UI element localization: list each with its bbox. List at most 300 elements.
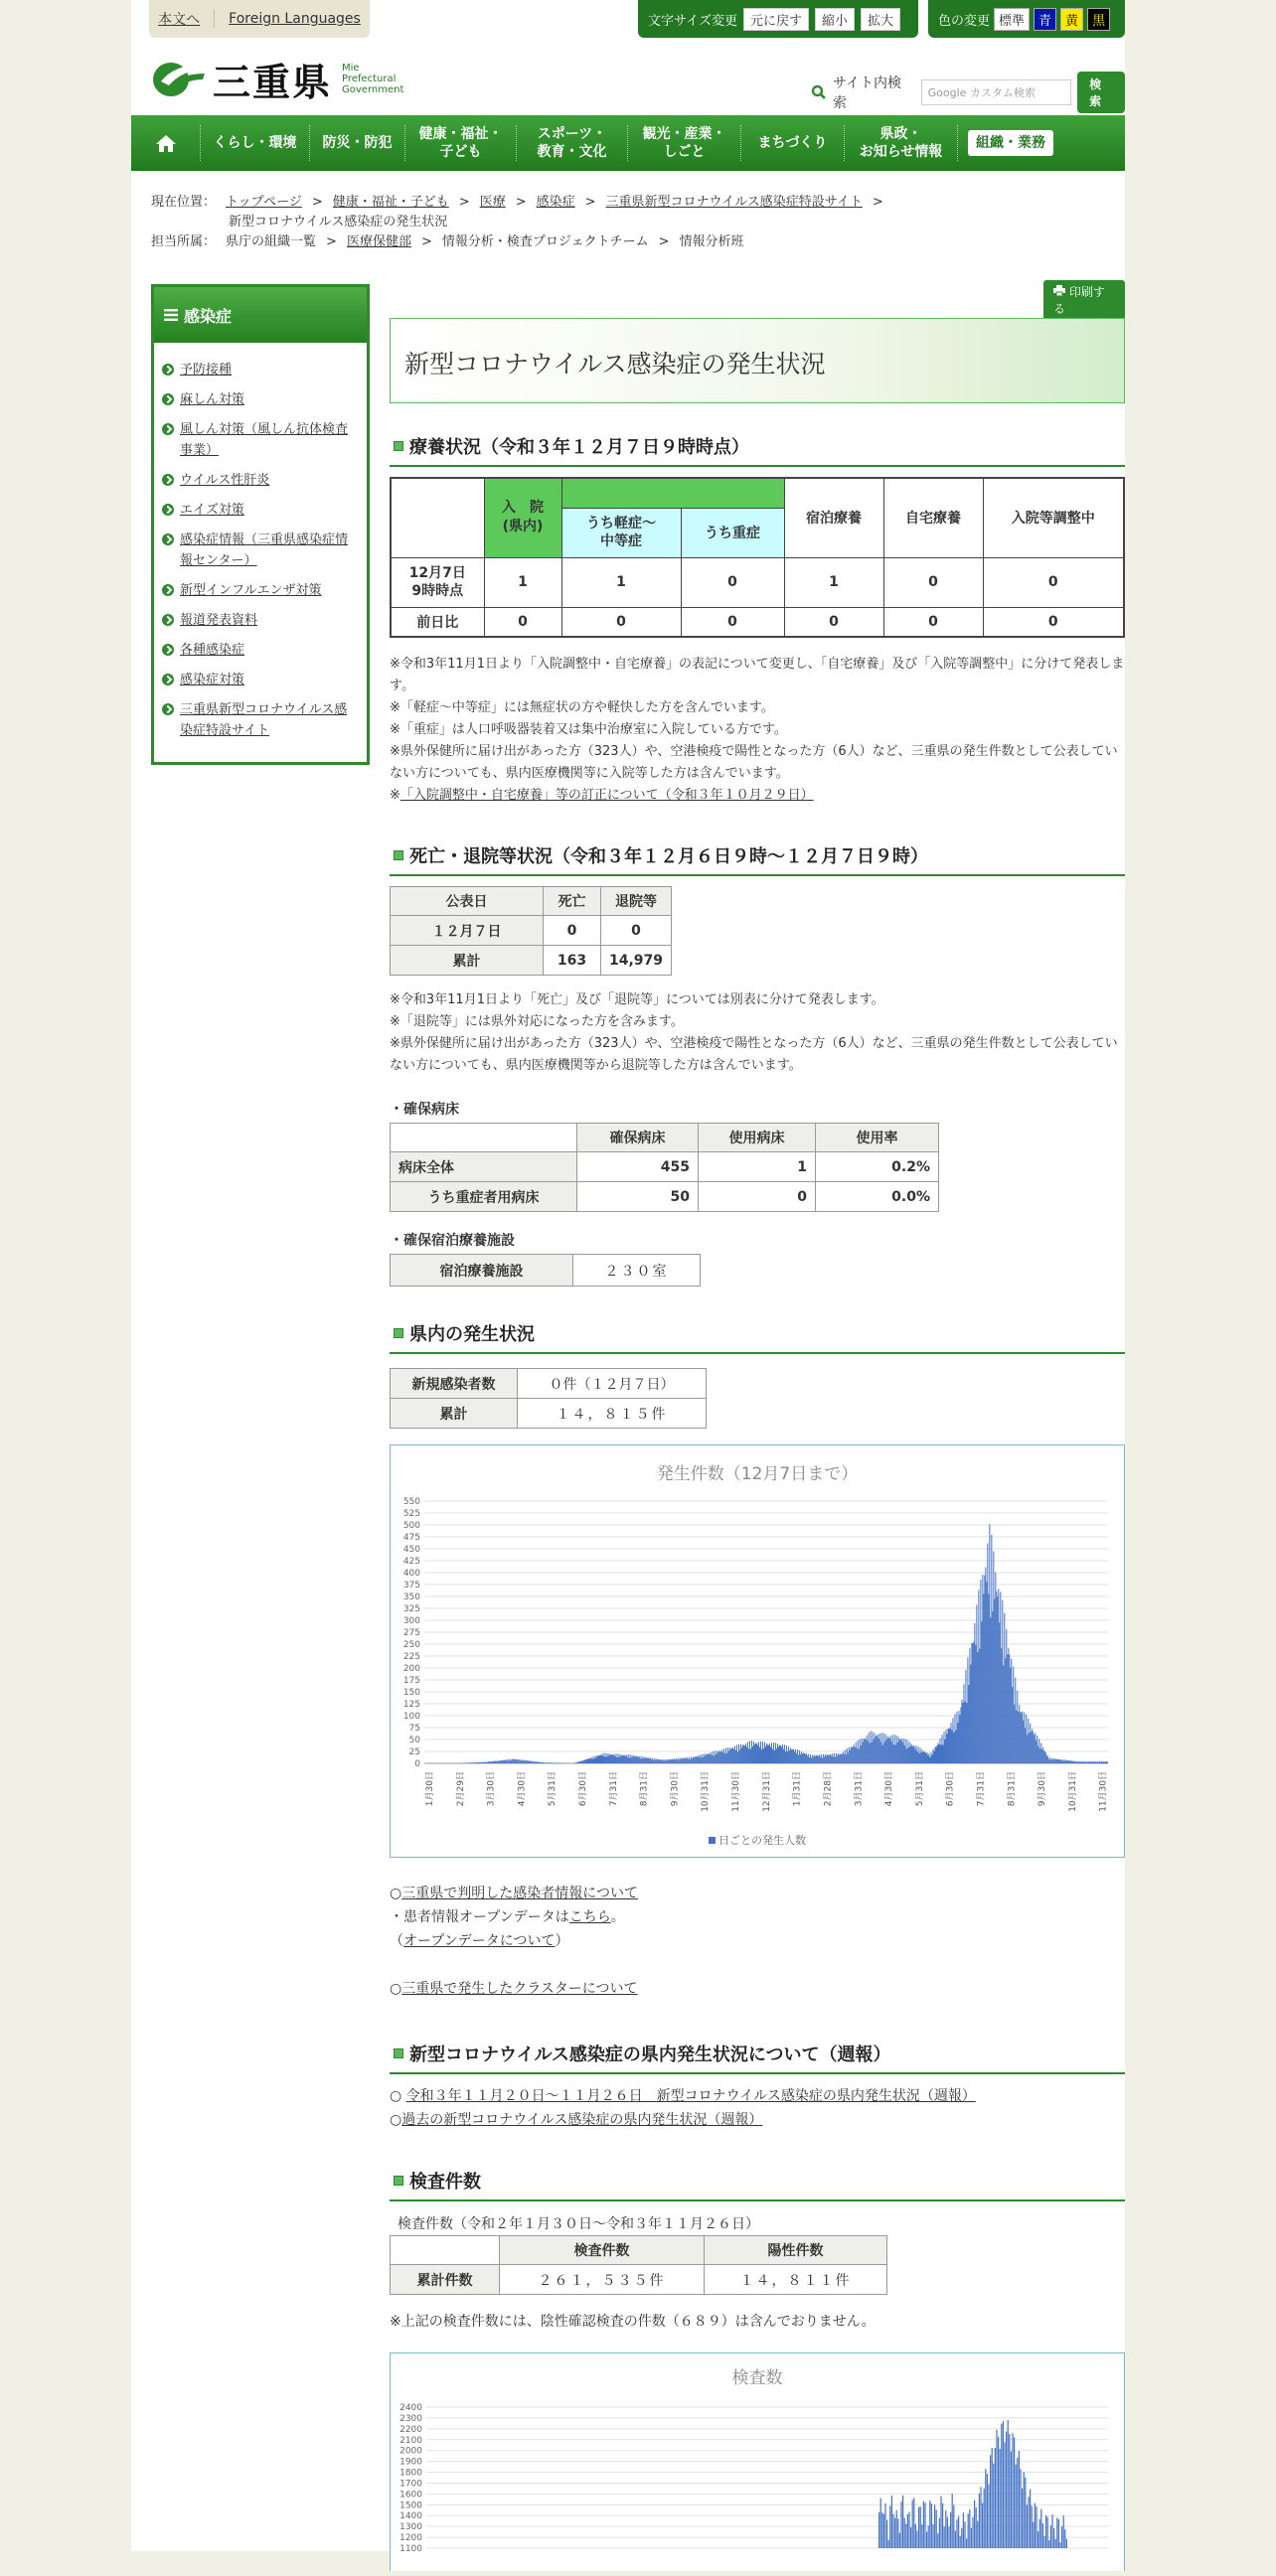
- nav-item[interactable]: 県政・ お知らせ情報: [845, 125, 958, 161]
- bar: [968, 1685, 969, 1763]
- bar: [634, 1755, 635, 1763]
- bar: [938, 1744, 939, 1763]
- bar: [1055, 1758, 1056, 1763]
- bar: [952, 1718, 953, 1763]
- bar: [472, 1762, 473, 1763]
- bar: [773, 1743, 774, 1763]
- hotel-table: [390, 1254, 701, 1287]
- bar: [1002, 1600, 1003, 1763]
- bar: [988, 1593, 989, 1763]
- bar: [819, 1754, 820, 1763]
- text: ・患者情報オープンデータは: [390, 1909, 569, 1925]
- bar: [1097, 1761, 1098, 1763]
- bar: [1034, 1735, 1035, 1763]
- bar: [1083, 1761, 1084, 1763]
- cell: 1: [784, 557, 883, 607]
- section-heading-weekly: 新型コロナウイルス感染症の県内発生状況について（週報）: [390, 2035, 1125, 2074]
- bar: [526, 1760, 527, 1763]
- bar: [595, 1755, 596, 1763]
- side-menu-link[interactable]: 感染症情報（三重県感染症情報センター）: [180, 530, 359, 571]
- nav-item-organization[interactable]: 組織・業務: [968, 130, 1053, 156]
- side-menu-item[interactable]: [162, 389, 359, 410]
- side-menu-link[interactable]: 新型インフルエンザ対策: [180, 580, 321, 601]
- bar: [961, 1700, 962, 1763]
- bar: [927, 1752, 928, 1763]
- bar: [751, 1741, 752, 1763]
- font-reset-button[interactable]: 元に戻す: [743, 8, 809, 31]
- side-menu-link[interactable]: 報道発表資料: [180, 610, 257, 631]
- bar: [939, 1739, 940, 1763]
- bar: [496, 1761, 497, 1763]
- bar: [1029, 1733, 1030, 1763]
- bar: [473, 1762, 474, 1763]
- bar: [649, 1758, 650, 1763]
- bar: [959, 1715, 960, 1763]
- bar: [646, 1758, 647, 1763]
- bar: [808, 1753, 809, 1763]
- cases-chart-svg: [391, 1445, 1124, 1857]
- y-tick-label: 1700: [399, 2479, 422, 2489]
- nav-item[interactable]: くらし・環境: [201, 125, 310, 161]
- bar: [799, 1750, 800, 1763]
- cluster-link[interactable]: 三重県で発生したクラスターについて: [401, 1981, 637, 1997]
- breadcrumb-link[interactable]: トップページ: [226, 193, 302, 213]
- bar: [919, 1753, 920, 1763]
- bar: [478, 1762, 479, 1763]
- bar: [654, 1758, 655, 1763]
- search-input[interactable]: Google カスタム検索: [921, 79, 1071, 105]
- past-weekly-link[interactable]: 過去の新型コロナウイルス感染症の県内発生状況（週報）: [401, 2112, 762, 2128]
- x-tick-label: 4月30日: [516, 1771, 527, 1806]
- side-menu-link[interactable]: ウイルス性肝炎: [180, 470, 269, 491]
- bar: [631, 1757, 632, 1763]
- y-tick-label: 2000: [399, 2447, 422, 2457]
- logo[interactable]: [151, 52, 403, 106]
- bar: [623, 1755, 624, 1763]
- arrow-bullet-icon: [162, 674, 174, 685]
- cell: 0: [983, 557, 1124, 607]
- bar: [949, 1729, 950, 1763]
- bar: [794, 1751, 795, 1763]
- arrow-bullet-icon: [162, 393, 174, 405]
- cell: １４，８１５件: [518, 1399, 707, 1429]
- bar: [947, 1729, 948, 1763]
- breadcrumb-sep: >: [659, 232, 670, 252]
- bar: [1042, 1747, 1043, 1763]
- bar: [1098, 1762, 1099, 1763]
- bar: [653, 1760, 654, 1763]
- bar: [875, 1734, 876, 1763]
- correction-link[interactable]: 「入院調整中・自宅療養」等の訂正について（令和３年１０月２９日）: [400, 788, 814, 803]
- breadcrumb-link[interactable]: 感染症: [537, 193, 575, 213]
- bar: [986, 1582, 987, 1763]
- bar: [710, 1754, 711, 1763]
- bar: [497, 1760, 498, 1763]
- bar: [868, 1741, 869, 1763]
- bar: [738, 1744, 739, 1763]
- side-menu-link[interactable]: 感染症対策: [180, 670, 244, 690]
- info-links: [390, 1882, 1125, 2001]
- bar: [669, 1759, 670, 1763]
- nav-item[interactable]: まちづくり: [741, 125, 845, 161]
- logo-en-line: Government: [342, 84, 403, 95]
- bar: [920, 1747, 921, 1763]
- bar: [508, 1759, 509, 1763]
- bar: [752, 1746, 753, 1763]
- row-label: 12月7日 9時時点: [391, 557, 484, 607]
- bar: [734, 1745, 735, 1763]
- bar: [787, 1751, 788, 1763]
- bar: [687, 1757, 688, 1763]
- search-icon: [811, 84, 827, 100]
- logo-text: 三重県: [213, 52, 332, 106]
- side-menu-link[interactable]: 風しん対策（風しん抗体検査事業）: [180, 419, 359, 461]
- bar: [1028, 1719, 1029, 1763]
- bar: [1106, 1761, 1107, 1763]
- bar: [848, 1752, 849, 1763]
- bar: [744, 1745, 745, 1763]
- side-menu-link[interactable]: 各種感染症: [180, 640, 244, 661]
- side-menu-item[interactable]: [162, 470, 359, 491]
- bar: [998, 1589, 999, 1763]
- color-black-button[interactable]: 黒: [1087, 8, 1110, 31]
- font-smaller-button[interactable]: 縮小: [815, 8, 855, 31]
- x-tick-label: 2月28日: [822, 1771, 833, 1806]
- weekly-links: [390, 2084, 1125, 2132]
- bar: [756, 1743, 757, 1763]
- bar: [942, 1744, 943, 1763]
- bar: [692, 1758, 693, 1763]
- bar: [824, 1756, 825, 1763]
- weekly-report-link[interactable]: 令和３年１１月２０日～１１月２６日 新型コロナウイルス感染症の県内発生状況（週報）: [406, 2088, 976, 2104]
- bar: [1057, 1759, 1058, 1763]
- bar: [755, 1743, 756, 1763]
- bar: [622, 1755, 623, 1763]
- bar: [741, 1747, 742, 1763]
- bar: [602, 1753, 603, 1763]
- bar: [477, 1762, 478, 1763]
- bar: [978, 1590, 979, 1763]
- bar: [820, 1756, 821, 1763]
- bar: [732, 1747, 733, 1763]
- bar: [769, 1743, 770, 1763]
- bar: [977, 1652, 978, 1763]
- side-menu-item[interactable]: [162, 699, 359, 741]
- note-line: ※県外保健所に届け出があった方（323人）や、空港検疫で陽性となった方（6人）など、三重県の発生件数として公表していない方についても、県内医療機関等から退院等した方は含んでいます。: [390, 1033, 1125, 1077]
- bar: [625, 1756, 626, 1763]
- bar: [491, 1761, 492, 1763]
- cell: ０件（１２月７日）: [518, 1369, 707, 1399]
- bar: [987, 1544, 988, 1763]
- bar: [1047, 1756, 1048, 1763]
- side-menu-item[interactable]: [162, 670, 359, 690]
- bar: [524, 1760, 525, 1763]
- bar: [614, 1756, 615, 1763]
- bar: [674, 1758, 675, 1763]
- y-tick-label: 325: [403, 1604, 420, 1614]
- bar: [1022, 1712, 1023, 1763]
- nav-item[interactable]: 観光・産業・ しごと: [628, 125, 741, 161]
- bar: [648, 1757, 649, 1763]
- cell: 50: [577, 1182, 699, 1212]
- bar: [532, 1761, 533, 1763]
- x-tick-label: 5月31日: [914, 1771, 925, 1806]
- bar: [816, 1755, 817, 1763]
- bar: [895, 1745, 896, 1763]
- bar: [846, 1754, 847, 1763]
- cases-chart: [390, 1444, 1125, 1858]
- bar: [871, 1731, 872, 1763]
- bar: [801, 1751, 802, 1763]
- bar: [825, 1754, 826, 1763]
- dept-link[interactable]: 医療保健部: [347, 232, 411, 252]
- bar: [929, 1753, 930, 1763]
- bar: [832, 1753, 833, 1763]
- bar: [747, 1742, 748, 1763]
- bar: [697, 1756, 698, 1763]
- bar: [774, 1750, 775, 1763]
- bar: [545, 1762, 546, 1763]
- bar: [1093, 1761, 1094, 1763]
- bar: [993, 1551, 994, 1763]
- bar: [1030, 1724, 1031, 1763]
- cell: 455: [577, 1152, 699, 1182]
- bar: [708, 1754, 709, 1763]
- bar: [663, 1759, 664, 1763]
- bar: [931, 1752, 932, 1763]
- nav-item[interactable]: 防災・防犯: [310, 125, 405, 161]
- bar: [626, 1754, 627, 1763]
- bar: [979, 1648, 980, 1763]
- bar: [486, 1761, 487, 1763]
- bar: [882, 1745, 883, 1763]
- breadcrumb-sep: >: [312, 193, 323, 213]
- bar: [1044, 1751, 1045, 1763]
- side-menu-item[interactable]: [162, 419, 359, 461]
- bar: [965, 1670, 966, 1763]
- breadcrumb-sep: >: [326, 232, 337, 252]
- x-tick-label: 3月30日: [486, 1771, 497, 1806]
- bar: [861, 1745, 862, 1763]
- bar: [1094, 1761, 1095, 1763]
- bar: [1050, 1760, 1051, 1763]
- bar: [589, 1758, 590, 1763]
- about-opendata-link[interactable]: オープンデータについて: [403, 1933, 555, 1949]
- bar: [507, 1760, 508, 1763]
- arrow-bullet-icon: [162, 423, 174, 435]
- bar: [518, 1760, 519, 1763]
- row-label: 病床全体: [391, 1152, 577, 1182]
- bar: [884, 1743, 885, 1763]
- color-blue-button[interactable]: 青: [1034, 8, 1056, 31]
- bar: [624, 1754, 625, 1763]
- bar: [1046, 1755, 1047, 1763]
- breadcrumb-label: 現在位置：: [151, 193, 216, 213]
- bar: [495, 1760, 496, 1763]
- bar: [835, 1757, 836, 1763]
- bar: [776, 1748, 777, 1763]
- note-line: ※「退院等」には県外対応になった方を含みます。: [390, 1011, 1125, 1033]
- y-tick-label: 525: [403, 1509, 420, 1519]
- bar: [480, 1762, 481, 1763]
- side-menu-link[interactable]: 予防接種: [180, 360, 232, 380]
- global-nav: [131, 115, 1125, 171]
- bar: [606, 1753, 607, 1763]
- bar: [549, 1762, 550, 1763]
- bar: [592, 1756, 593, 1763]
- bar: [790, 1747, 791, 1763]
- bar: [607, 1755, 608, 1763]
- bar: [857, 1748, 858, 1763]
- bar: [814, 1755, 815, 1763]
- foreign-languages-link[interactable]: Foreign Languages: [229, 11, 361, 27]
- bar: [632, 1755, 633, 1763]
- bar: [798, 1755, 799, 1763]
- bar: [1040, 1743, 1041, 1763]
- bar: [678, 1758, 679, 1763]
- bar: [983, 1593, 984, 1763]
- bar: [970, 1665, 971, 1763]
- skip-link[interactable]: 本文へ: [158, 9, 200, 29]
- legend-swatch: [709, 1837, 716, 1844]
- bar: [948, 1728, 949, 1763]
- case-info-link[interactable]: 三重県で判明した感染者情報について: [401, 1886, 638, 1901]
- bar: [950, 1723, 951, 1763]
- note-line: ※令和3年11月1日より「死亡」及び「退院等」については別表に分けて発表します。: [390, 989, 1125, 1011]
- bar: [784, 1744, 785, 1763]
- bar: [994, 1598, 995, 1763]
- bar: [611, 1754, 612, 1763]
- bar: [930, 1757, 931, 1763]
- breadcrumb-link[interactable]: 医療: [480, 193, 506, 213]
- logo-en-line: Prefectural: [342, 74, 403, 84]
- font-larger-button[interactable]: 拡大: [861, 8, 900, 31]
- bar: [1092, 1761, 1093, 1763]
- bar: [726, 1753, 727, 1763]
- bar: [612, 1755, 613, 1763]
- bar: [1062, 1759, 1063, 1763]
- bar: [630, 1754, 631, 1763]
- bar: [1086, 1761, 1087, 1763]
- bar: [595, 1758, 596, 1763]
- cell: 1: [699, 1152, 816, 1182]
- bar: [972, 1643, 973, 1763]
- dept-label: 担当所属：: [151, 232, 216, 252]
- x-tick-label: 7月31日: [608, 1771, 619, 1806]
- bar: [778, 1746, 779, 1763]
- bar: [837, 1755, 838, 1763]
- x-tick-label: 7月31日: [975, 1771, 986, 1806]
- section-heading-deaths: 死亡・退院等状況（令和３年１２月６日９時～１２月７日９時）: [390, 836, 1125, 876]
- side-menu-item[interactable]: [162, 610, 359, 631]
- breadcrumb-link[interactable]: 三重県新型コロナウイルス感染症特設サイト: [606, 193, 863, 213]
- bar: [483, 1762, 484, 1763]
- breadcrumb-current: 新型コロナウイルス感染症の発生状況: [151, 213, 883, 232]
- bar: [633, 1756, 634, 1763]
- text: 。: [611, 1909, 625, 1925]
- bar: [854, 1744, 855, 1763]
- bar: [1031, 1732, 1032, 1763]
- side-menu-item[interactable]: [162, 580, 359, 601]
- bar: [510, 1759, 511, 1763]
- bar: [484, 1762, 485, 1763]
- bar: [713, 1751, 714, 1763]
- color-yellow-button[interactable]: 黄: [1060, 8, 1083, 31]
- color-standard-button[interactable]: 標準: [994, 8, 1030, 31]
- search-button[interactable]: 検索: [1077, 72, 1125, 113]
- bar: [1078, 1762, 1079, 1763]
- bar: [1012, 1687, 1013, 1763]
- bar: [818, 1756, 819, 1763]
- breadcrumb-sep: >: [459, 193, 470, 213]
- hotel-title: ・確保宿泊療養施設: [390, 1230, 1125, 1250]
- bar: [736, 1744, 737, 1763]
- bar: [1063, 1761, 1064, 1763]
- bar: [1014, 1705, 1015, 1763]
- bar: [587, 1759, 588, 1763]
- bar: [714, 1755, 715, 1763]
- bar: [1007, 1654, 1008, 1763]
- print-label: 印刷する: [1053, 285, 1105, 316]
- side-menu-link[interactable]: 三重県新型コロナウイルス感染症特設サイト: [180, 699, 359, 741]
- bar: [1045, 1753, 1046, 1763]
- bar: [796, 1753, 797, 1763]
- breadcrumb-link[interactable]: 健康・福祉・子ども: [333, 193, 449, 213]
- side-menu-item[interactable]: [162, 360, 359, 380]
- bar: [793, 1749, 794, 1763]
- color-label: 色の変更: [938, 10, 990, 29]
- bar: [945, 1730, 946, 1763]
- bar: [880, 1742, 881, 1763]
- bar: [615, 1753, 616, 1763]
- dept-item: 情報分析班: [680, 232, 744, 252]
- bar: [764, 1743, 765, 1763]
- bar: [869, 1733, 870, 1763]
- tests-table: [390, 2235, 887, 2295]
- side-menu-item[interactable]: [162, 500, 359, 521]
- y-tick-label: 1900: [399, 2458, 422, 2468]
- side-menu: [151, 284, 370, 765]
- nav-item[interactable]: 健康・福祉・ 子ども: [405, 125, 517, 161]
- bar: [1069, 1760, 1070, 1763]
- side-menu-link[interactable]: エイズ対策: [180, 500, 244, 521]
- bar: [1048, 1759, 1049, 1763]
- bar: [659, 1759, 660, 1763]
- bar: [812, 1754, 813, 1763]
- deaths-notes: [390, 989, 1125, 1077]
- side-menu-link[interactable]: 麻しん対策: [180, 389, 244, 410]
- arrow-bullet-icon: [162, 533, 174, 545]
- nav-item[interactable]: スポーツ・ 教育・文化: [517, 125, 628, 161]
- nav-home[interactable]: [131, 125, 201, 161]
- bar: [525, 1760, 526, 1763]
- bar: [554, 1762, 555, 1763]
- bar: [901, 1739, 902, 1763]
- bar: [528, 1760, 529, 1763]
- opendata-link[interactable]: こちら: [569, 1909, 611, 1925]
- bar: [915, 1749, 916, 1763]
- y-tick-label: 175: [403, 1676, 420, 1686]
- bar: [810, 1754, 811, 1763]
- bar: [591, 1758, 592, 1763]
- side-menu-item[interactable]: [162, 640, 359, 661]
- row-label: １２月７日: [391, 916, 544, 946]
- bar: [872, 1743, 873, 1763]
- dept-item: 県庁の組織一覧: [226, 232, 316, 252]
- site-search: [811, 72, 1125, 113]
- bar: [803, 1752, 804, 1763]
- side-menu-item[interactable]: [162, 530, 359, 571]
